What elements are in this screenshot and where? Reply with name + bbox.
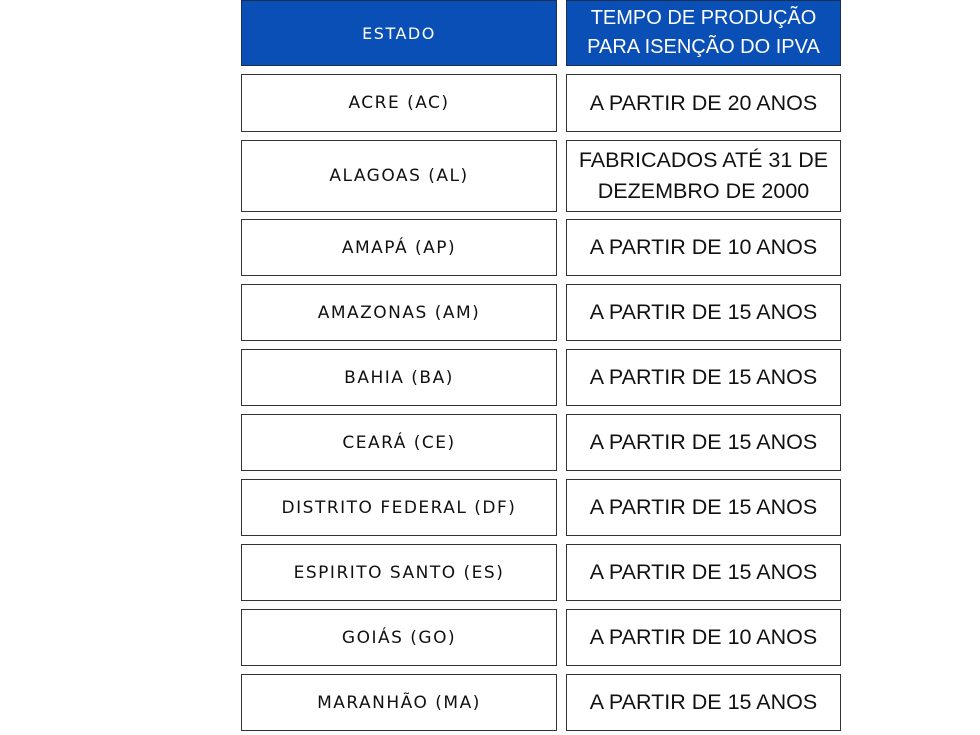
state-cell <box>241 544 557 601</box>
state-cell <box>241 140 557 212</box>
table-row <box>241 414 841 471</box>
state-name: ESPIRITO SANTO (ES) <box>293 562 505 583</box>
table-header-row <box>241 0 841 66</box>
header-time-label: TEMPO DE PRODUÇÃO PARA ISENÇÃO DO IPVA <box>587 7 820 58</box>
table-row <box>241 609 841 666</box>
state-name: MARANHÃO (MA) <box>317 692 481 713</box>
production-time: A PARTIR DE 15 ANOS <box>589 365 818 389</box>
production-time: A PARTIR DE 15 ANOS <box>589 560 818 584</box>
time-cell <box>566 674 841 731</box>
state-cell <box>241 414 557 471</box>
production-time: A PARTIR DE 15 ANOS <box>589 495 818 519</box>
state-name: DISTRITO FEDERAL (DF) <box>281 497 517 518</box>
table-row <box>241 544 841 601</box>
production-time: FABRICADOS ATÉ 31 DE DEZEMBRO DE 2000 <box>578 148 829 203</box>
header-state-cell <box>241 0 557 66</box>
time-cell <box>566 284 841 341</box>
production-time: A PARTIR DE 15 ANOS <box>589 430 818 454</box>
time-cell <box>566 349 841 406</box>
time-cell <box>566 414 841 471</box>
state-name: AMAZONAS (AM) <box>317 302 481 323</box>
production-time: A PARTIR DE 10 ANOS <box>589 625 818 649</box>
state-cell <box>241 349 557 406</box>
state-name: ALAGOAS (AL) <box>329 166 469 186</box>
state-name: CEARÁ (CE) <box>342 432 456 453</box>
production-time: A PARTIR DE 15 ANOS <box>589 690 818 714</box>
state-name: GOIÁS (GO) <box>341 627 457 648</box>
state-cell <box>241 284 557 341</box>
table-row <box>241 74 841 132</box>
state-name: BAHIA (BA) <box>344 367 454 388</box>
time-cell <box>566 140 841 212</box>
state-cell <box>241 74 557 132</box>
state-cell <box>241 609 557 666</box>
state-name: AMAPÁ (AP) <box>341 237 457 258</box>
time-cell <box>566 609 841 666</box>
state-cell <box>241 674 557 731</box>
table-row <box>241 219 841 276</box>
table-row <box>241 140 841 212</box>
header-time-cell <box>566 0 841 66</box>
time-cell <box>566 74 841 132</box>
time-cell <box>566 479 841 536</box>
header-state-label: ESTADO <box>362 23 436 43</box>
table-row <box>241 284 841 341</box>
table-row <box>241 479 841 536</box>
state-name: ACRE (AC) <box>348 93 450 113</box>
time-cell <box>566 219 841 276</box>
table-row <box>241 674 841 731</box>
state-cell <box>241 479 557 536</box>
state-cell <box>241 219 557 276</box>
production-time: A PARTIR DE 15 ANOS <box>589 300 818 324</box>
time-cell <box>566 544 841 601</box>
production-time: A PARTIR DE 20 ANOS <box>589 90 818 115</box>
production-time: A PARTIR DE 10 ANOS <box>589 235 818 259</box>
table-row <box>241 349 841 406</box>
